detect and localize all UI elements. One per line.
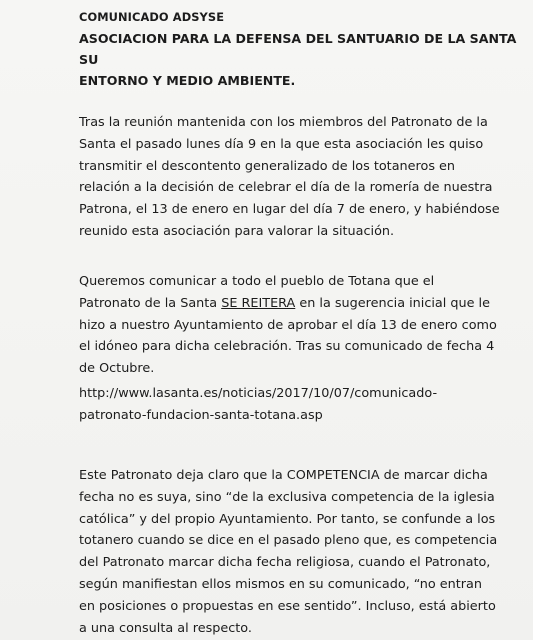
paragraph-line: de Octubre. — [79, 361, 155, 377]
paragraph-line: a una consulta al respecto. — [79, 620, 252, 636]
heading-association-line2: ENTORNO Y MEDIO AMBIENTE. — [79, 73, 296, 88]
text-segment: Patronato de la Santa — [79, 295, 222, 311]
document-heading — [79, 7, 519, 91]
paragraph-line: el idóneo para dicha celebración. Tras su comunicado de fecha 4 — [79, 339, 495, 355]
paragraph-line: Este Patronato deja claro que la COMPETENCIA de marcar dicha — [79, 468, 488, 483]
paragraph-line: Patrona, el 13 de enero en lugar del día 7 de enero, y habiéndose — [79, 202, 500, 218]
url-line: patronato-fundacion-santa-totana.asp — [79, 408, 323, 423]
paragraph-line: transmitir el descontento generalizado de los totaneros en — [79, 158, 456, 174]
paragraph-line: reunido esta asociación para valorar la situación. — [79, 223, 395, 239]
paragraph-line: Santa el pasado lunes día 9 en la que esta asociación les quiso — [79, 136, 484, 152]
underlined-emphasis: SE REITERA — [221, 295, 296, 311]
paragraph-line: hizo a nuestro Ayuntamiento de aprobar el día 13 de enero como — [79, 317, 497, 333]
paragraph-line: Tras la reunión mantenida con los miembros del Patronato de la — [79, 115, 488, 130]
paragraph-line: Queremos comunicar a todo el pueblo de Totana que el — [79, 274, 435, 289]
paragraph-line: en posiciones o propuestas en ese sentido”. Incluso, está abierto — [79, 598, 496, 614]
paragraph-line: totanero cuando se dice en el pasado pleno que, es competencia — [79, 533, 498, 549]
url-line: http://www.lasanta.es/noticias/2017/10/07/comunicado- — [79, 386, 438, 401]
paragraph-line: católica” y del propio Ayuntamiento. Por tanto, se confunde a los — [79, 511, 496, 527]
paragraph-communication — [79, 271, 529, 380]
paragraph-line: relación a la decisión de celebrar el día de la romería de nuestra — [79, 180, 493, 196]
text-segment: en la sugerencia inicial que le — [295, 295, 490, 311]
paragraph-competence — [79, 465, 529, 639]
heading-title: COMUNICADO ADSYSE — [79, 10, 225, 24]
paragraph-line: fecha no es suya, sino “de la exclusiva competencia de la iglesia — [79, 489, 495, 505]
paragraph-line: del Patronato marcar dicha fecha religiosa, cuando el Patronato, — [79, 555, 491, 571]
url-reference — [79, 383, 437, 427]
paragraph-line — [79, 293, 529, 315]
heading-association-line1: ASOCIACION PARA LA DEFENSA DEL SANTUARIO DE LA SANTA SU — [79, 31, 517, 67]
paragraph-line: según manifiestan ellos mismos en su comunicado, “no entran — [79, 576, 482, 592]
paragraph-meeting — [79, 112, 529, 243]
